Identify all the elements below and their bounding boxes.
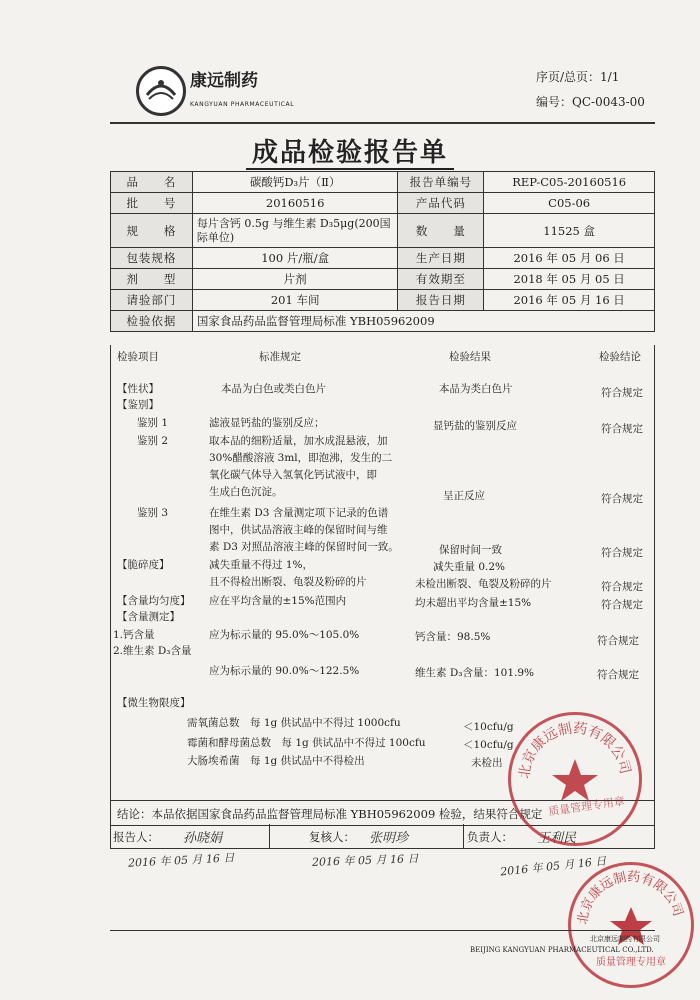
company-name-cn: 康远制药 — [190, 71, 258, 91]
id3-std-1: 在维生素 D3 含量测定项下记录的色谱 — [209, 507, 389, 519]
vd-label: 2.维生素 D₃含量 — [113, 645, 192, 657]
friability-conclusion: 符合规定 — [601, 581, 643, 593]
page-title: 成品检验报告单 — [0, 132, 700, 169]
vd-std: 应为标示量的 90.0%～122.5% — [209, 665, 360, 677]
id3-std-2: 图中，供试品溶液主峰的保留时间与维 — [209, 524, 388, 536]
svg-text:北京康远制药有限公司: 北京康远制药有限公司 — [575, 869, 686, 926]
ca-result: 钙含量：98.5% — [415, 631, 491, 643]
spec-label: 规 格 — [111, 214, 193, 248]
batch-value: 20160516 — [192, 193, 398, 214]
checker-signature: 张明珍 — [369, 831, 409, 846]
report-date-value: 2016 年 05 月 16 日 — [484, 290, 655, 311]
product-value: 碳酸钙D₃片（Ⅱ） — [192, 172, 398, 193]
trait-std: 本品为白色或类白色片 — [221, 383, 326, 395]
company-seal — [508, 712, 642, 846]
checker-date: 2016 年 05 月 16 日 — [311, 852, 419, 869]
friability-result-1: 减失重量 0.2% — [433, 561, 506, 573]
reporter-label: 报告人： — [113, 830, 159, 844]
dept-label: 请验部门 — [111, 290, 193, 311]
qa-seal — [568, 862, 694, 988]
footer-divider — [110, 930, 655, 931]
company-name-en: KANGYUAN PHARMACEUTICAL — [190, 101, 295, 108]
report-no-label: 报告单编号 — [398, 172, 484, 193]
batch-label: 批 号 — [111, 193, 193, 214]
uniformity-label: 【含量均匀度】 — [117, 595, 191, 607]
svg-text:北京康远制药有限公司: 北京康远制药有限公司 — [516, 720, 633, 780]
id1-label: 鉴别 1 — [137, 417, 169, 429]
friability-std-1: 减失重量不得过 1%， — [209, 559, 313, 571]
micro-2-result: ＜10cfu/g — [463, 739, 514, 751]
micro-1-result: ＜10cfu/g — [463, 721, 514, 733]
responsible-signature: 王利民 — [537, 831, 577, 846]
conclusion-text: 结论：本品依据国家食品药品监督管理局标准 YBH05962009 检验，结果符合规定 — [117, 807, 543, 821]
checker-cell — [269, 824, 464, 848]
reporter-date: 2016 年 05 月 16 日 — [127, 851, 235, 870]
company-logo-icon — [136, 66, 186, 116]
id2-std-3: 氧化碳气体导入氢氧化钙试液中，即 — [209, 469, 377, 481]
id2-std-2: 30%醋酸溶液 3ml，即泡沸，发生的二 — [209, 452, 393, 464]
report-date-label: 报告日期 — [398, 290, 484, 311]
trait-conclusion: 符合规定 — [601, 387, 643, 399]
id1-std: 滤液显钙盐的鉴别反应； — [209, 417, 325, 429]
basis-label: 检验依据 — [111, 311, 193, 332]
code-value: C05-06 — [484, 193, 655, 214]
id2-label: 鉴别 2 — [137, 435, 169, 447]
col-standard: 标准规定 — [259, 351, 301, 363]
id1-result: 显钙盐的鉴别反应 — [433, 420, 517, 432]
id3-std-3: 素 D3 对照品溶液主峰的保留时间一致。 — [209, 541, 399, 553]
pack-value: 100 片/瓶/盒 — [192, 248, 398, 269]
id3-conclusion: 符合规定 — [601, 547, 643, 559]
micro-3-result: 未检出 — [471, 757, 503, 769]
footer-company-en: BEIJING KANGYUAN PHARMACEUTICAL CO.,LTD. — [470, 946, 654, 954]
code-label: 产品代码 — [398, 193, 484, 214]
qty-label: 数 量 — [398, 214, 484, 248]
vd-result: 维生素 D₃含量：101.9% — [415, 667, 535, 679]
mfg-date-value: 2016 年 05 月 06 日 — [484, 248, 655, 269]
qty-value: 11525 盒 — [484, 214, 655, 248]
form-value: 片剂 — [192, 269, 398, 290]
dept-value: 201 车间 — [192, 290, 398, 311]
header-divider — [110, 122, 655, 124]
footer-company-cn: 北京康远制药有限公司 — [590, 935, 660, 943]
basis-value: 国家食品药品监督管理局标准 YBH05962009 — [192, 311, 654, 332]
ca-std: 应为标示量的 95.0%～105.0% — [209, 629, 360, 641]
reporter-signature: 孙晓娟 — [183, 831, 223, 846]
id2-std-1: 取本品的细粉适量，加水成混悬液，加 — [209, 435, 388, 447]
product-info-table — [110, 171, 655, 332]
ca-conclusion: 符合规定 — [597, 635, 639, 647]
document-number: 编号：QC-0043-00 — [536, 95, 645, 109]
uniformity-conclusion: 符合规定 — [601, 599, 643, 611]
friability-std-2: 且不得检出断裂、龟裂及粉碎的片 — [209, 576, 367, 588]
product-label: 品 名 — [111, 172, 193, 193]
pack-label: 包装规格 — [111, 248, 193, 269]
ident-label: 【鉴别】 — [117, 399, 159, 411]
friability-label: 【脆碎度】 — [117, 559, 170, 571]
checker-label: 复核人： — [309, 830, 355, 844]
id2-result: 呈正反应 — [443, 490, 485, 502]
id3-result: 保留时间一致 — [439, 544, 502, 556]
id2-conclusion: 符合规定 — [601, 493, 643, 505]
reporter-cell — [111, 824, 270, 848]
uniformity-result: 均未超出平均含量±15% — [415, 597, 532, 609]
micro-2: 霉菌和酵母菌总数 每 1g 供试品中不得过 100cfu — [187, 737, 426, 749]
id2-std-4: 生成白色沉淀。 — [209, 486, 283, 498]
exp-date-label: 有效期至 — [398, 269, 484, 290]
page-info: 序页/总页：1/1 — [536, 70, 620, 84]
friability-result-2: 未检出断裂、龟裂及粉碎的片 — [415, 578, 552, 590]
form-label: 剂 型 — [111, 269, 193, 290]
ca-label: 1.钙含量 — [113, 629, 155, 641]
responsible-label: 负责人： — [467, 830, 513, 844]
qa-seal-text: 质量管理专用章 — [547, 794, 626, 819]
col-result: 检验结果 — [449, 351, 491, 363]
col-conclusion: 检验结论 — [599, 351, 641, 363]
id3-label: 鉴别 3 — [137, 507, 169, 519]
svg-text:质量管理专用章: 质量管理专用章 — [596, 957, 666, 968]
trait-result: 本品为类白色片 — [439, 383, 513, 395]
report-no-value: REP-C05-20160516 — [484, 172, 655, 193]
id1-conclusion: 符合规定 — [601, 423, 643, 435]
uniformity-std: 应在平均含量的±15%范围内 — [209, 595, 347, 607]
responsible-date: 2016 年 05 月 16 日 — [499, 854, 607, 879]
exp-date-value: 2018 年 05 月 05 日 — [484, 269, 655, 290]
micro-3: 大肠埃希菌 每 1g 供试品中不得检出 — [187, 755, 365, 767]
vd-conclusion: 符合规定 — [597, 669, 639, 681]
trait-label: 【性状】 — [117, 383, 159, 395]
assay-label: 【含量测定】 — [117, 611, 180, 623]
micro-label: 【微生物限度】 — [117, 697, 191, 709]
col-item: 检验项目 — [117, 351, 159, 363]
mfg-date-label: 生产日期 — [398, 248, 484, 269]
spec-value: 每片含钙 0.5g 与维生素 D₃5μg(200国际单位) — [192, 214, 398, 248]
micro-1: 需氧菌总数 每 1g 供试品中不得过 1000cfu — [187, 717, 401, 729]
